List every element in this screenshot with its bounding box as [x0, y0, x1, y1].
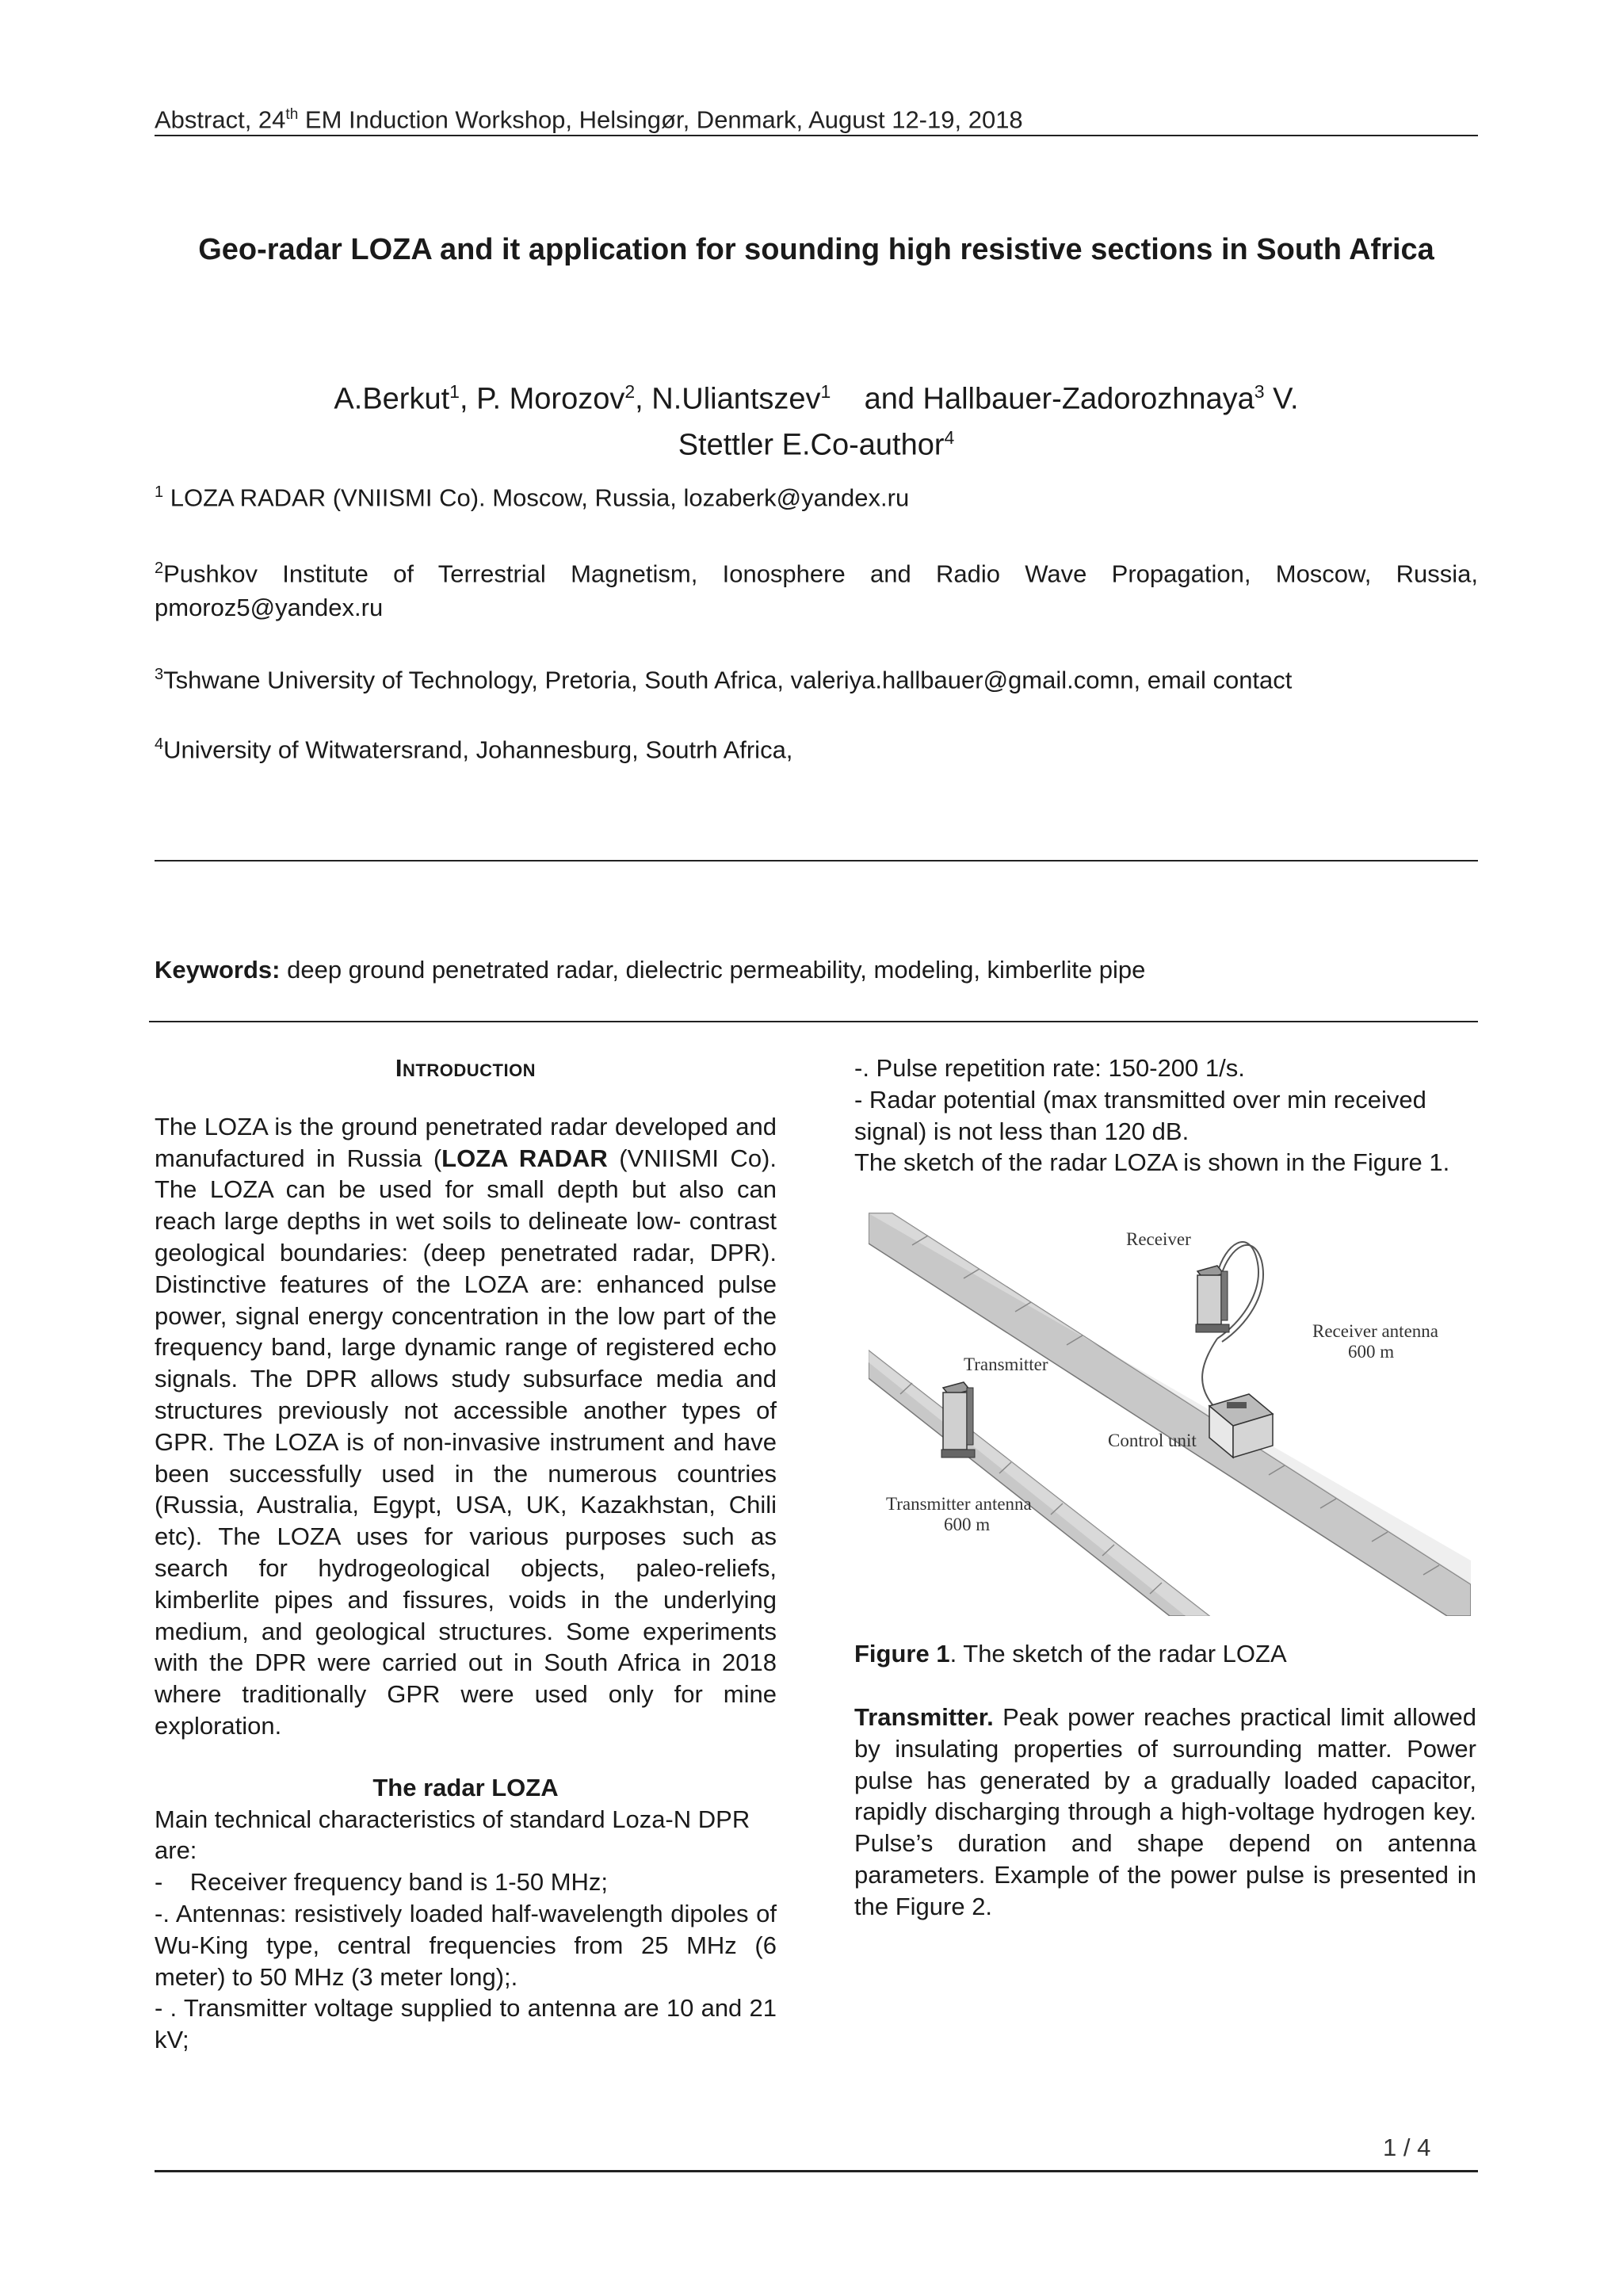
page-number: 1 / 4	[1383, 2134, 1431, 2161]
running-header: Abstract, 24th EM Induction Workshop, Helsingør, Denmark, August 12-19, 2018	[155, 105, 1023, 134]
figure-1-caption: Figure 1. The sketch of the radar LOZA	[854, 1640, 1287, 1668]
paper-title: Geo-radar LOZA and it application for sounding high resistive sections in South Africa	[198, 233, 1434, 266]
spec-bullet-3: - . Transmitter voltage supplied to antenna are 10 and 21 kV;	[155, 1994, 777, 2054]
affiliation-4: $^4$University of Witwatersrand, Johannesburg, Soutrh Africa,	[155, 735, 793, 764]
affiliation-2: $^2$Pushkov Institute of Terrestrial Magnetism, Ionosphere and Radio Wave Propagation, Moscow, Russia, pmoroz5@yandex.ru	[155, 560, 1478, 622]
radar-intro: Main technical characteristics of standard Loza-N DPR are:	[155, 1805, 750, 1865]
right-column	[854, 1052, 1476, 1923]
label-control-unit: Control unit	[1108, 1431, 1197, 1451]
label-transmitter-antenna-length: 600 m	[944, 1515, 991, 1535]
label-transmitter: Transmitter	[964, 1354, 1048, 1375]
receiver-unit	[1196, 1266, 1229, 1332]
label-receiver-antenna: Receiver antenna	[1312, 1321, 1438, 1342]
label-receiver-antenna-length: 600 m	[1348, 1342, 1395, 1362]
keywords-rule	[149, 1021, 1478, 1022]
keywords: Keywords: deep ground penetrated radar, dielectric permeability, modeling, kimberlite pipe	[155, 956, 1146, 984]
radar-heading: The radar LOZA	[372, 1773, 559, 1801]
transmitter-paragraph: Transmitter. Peak power reaches practical limit allowed by insulating properties of surrounding matter. Power pulse has generated by a gradually loaded capacitor, rapidly discharging through a high-voltage hydrogen key. Pulse’s duration and shape depend on antenna parameters. Example of the power pulse is presented in the Figure 2.	[854, 1702, 1476, 1920]
introduction-paragraph: The LOZA is the ground penetrated radar developed and manufactured in Russia (LOZA RADAR (VNIISMI Co). The LOZA can be used for small depth but also can reach large depths in wet soils to delineate low- contrast geological boundaries: (deep penetrated radar, DPR). Distinctive features of the LOZA are: enhanced pulse power, signal energy concentration in the low part of the frequency band, large dynamic range of registered echo signals. The DPR allows study subsurface media and structures previously not accessible another types of GPR. The LOZA is of non-invasive instrument and have been successfully used in the numerous countries (Russia, Australia, Egypt, USA, UK, Kazakhstan, Chili etc). The LOZA uses for various purposes such as search for hydrogeological objects, paleo-reliefs, kimberlite pipes and fissures, voids in the underlying medium, and geological structures. Some experiments with the DPR were carried out in South Africa in 2018 where traditionally GPR were used only for mine exploration.	[155, 1112, 777, 1740]
spec-bullet-5: - Radar potential (max transmitted over min received signal) is not less than 120 dB.	[854, 1085, 1426, 1145]
spec-bullet-4: -. Pulse repetition rate: 150-200 1/s.	[854, 1054, 1245, 1082]
introduction-heading: Introduction	[395, 1054, 537, 1082]
spec-bullet-1: - Receiver frequency band is 1-50 MHz;	[155, 1868, 609, 1897]
footer-rule	[155, 2170, 1478, 2172]
left-column	[155, 1052, 777, 2056]
spec-bullet-2: -. Antennas: resistively loaded half-wavelength dipoles of Wu-King type, central frequencies from 25 MHz (6 meter) to 50 MHz (3 meter long);.	[155, 1899, 777, 1991]
author-list: A.Berkut$^1$, P. Morozov$^2$, N.Uliantszev$^1$ and Hallbauer-Zadorozhnaya$^3$ V. Stettler E.Co-author$^4$	[334, 381, 1299, 462]
figure-1-radar-sketch	[869, 1212, 1471, 1616]
affiliation-3: $^3$Tshwane University of Technology, Pretoria, South Africa, valeriya.hallbauer@gmail.comn, email contact	[155, 666, 1293, 694]
label-transmitter-antenna: Transmitter antenna	[886, 1494, 1032, 1515]
affiliation-1: $^1$ LOZA RADAR (VNIISMI Co). Moscow, Russia, lozaberk@yandex.ru	[155, 483, 910, 512]
header-rule	[155, 135, 1478, 136]
section-rule	[155, 860, 1478, 861]
figure-reference: The sketch of the radar LOZA is shown in the Figure 1.	[854, 1148, 1450, 1177]
label-receiver: Receiver	[1126, 1229, 1191, 1250]
